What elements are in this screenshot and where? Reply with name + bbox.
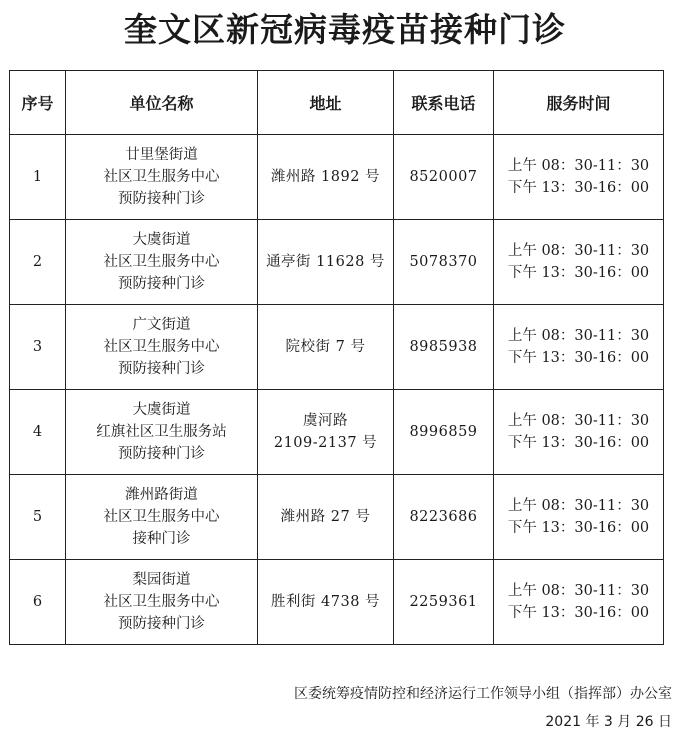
address: [258, 560, 394, 645]
unit-name-line: 潍州路街道: [125, 487, 198, 503]
unit-name-line: 廿里堡街道: [125, 147, 198, 163]
unit-name: [66, 135, 258, 220]
row-index: 1: [10, 135, 66, 220]
unit-name-line: 预防接种门诊: [118, 191, 205, 207]
unit-name-line: 大虞街道: [132, 402, 191, 418]
table-row: [10, 305, 664, 390]
service-hours: [494, 220, 664, 305]
service-hours-line: 上午 08：30-11：30: [507, 328, 650, 344]
service-hours: [494, 305, 664, 390]
address-line: 潍州路 1892 号: [270, 169, 381, 185]
unit-name-line: 社区卫生服务中心: [103, 254, 220, 270]
unit-name-line: 社区卫生服务中心: [103, 169, 220, 185]
address: [258, 305, 394, 390]
unit-name-line: 接种门诊: [132, 531, 191, 547]
issue-date: 2021 年 3 月 26 日: [545, 714, 672, 730]
header-unit-name: 单位名称: [66, 71, 258, 135]
address: [258, 475, 394, 560]
address-line: 虞河路: [303, 413, 348, 429]
service-hours-line: 上午 08：30-11：30: [507, 413, 650, 429]
phone-number: 8520007: [394, 135, 494, 220]
page-title: 奎文区新冠病毒疫苗接种门诊: [124, 10, 566, 49]
unit-name: [66, 390, 258, 475]
table-row: [10, 390, 664, 475]
unit-name-line: 预防接种门诊: [118, 276, 205, 292]
row-index: 2: [10, 220, 66, 305]
table-row: [10, 220, 664, 305]
service-hours: [494, 390, 664, 475]
unit-name-line: 社区卫生服务中心: [103, 594, 220, 610]
header-index: 序号: [10, 71, 66, 135]
service-hours-line: 下午 13：30-16：00: [507, 265, 650, 281]
issuing-organization: 区委统筹疫情防控和经济运行工作领导小组（指挥部）办公室: [294, 686, 672, 702]
header-service-hours: 服务时间: [494, 71, 664, 135]
table-row: [10, 475, 664, 560]
service-hours-line: 下午 13：30-16：00: [507, 520, 650, 536]
unit-name: [66, 560, 258, 645]
header-phone: 联系电话: [394, 71, 494, 135]
service-hours-line: 上午 08：30-11：30: [507, 243, 650, 259]
service-hours-line: 上午 08：30-11：30: [507, 158, 650, 174]
phone-number: 5078370: [394, 220, 494, 305]
unit-name: [66, 475, 258, 560]
address: [258, 135, 394, 220]
unit-name-line: 社区卫生服务中心: [103, 509, 220, 525]
address-line: 2109-2137 号: [273, 435, 378, 451]
phone-number: 8985938: [394, 305, 494, 390]
unit-name-line: 红旗社区卫生服务站: [96, 424, 227, 440]
address-line: 通亭街 11628 号: [266, 254, 385, 270]
table-row: [10, 560, 664, 645]
unit-name-line: 大虞街道: [132, 232, 191, 248]
phone-number: 2259361: [394, 560, 494, 645]
header-address: 地址: [258, 71, 394, 135]
address-line: 胜利街 4738 号: [270, 594, 381, 610]
unit-name-line: 预防接种门诊: [118, 361, 205, 377]
service-hours-line: 下午 13：30-16：00: [507, 180, 650, 196]
service-hours-line: 下午 13：30-16：00: [507, 605, 650, 621]
service-hours-line: 上午 08：30-11：30: [507, 583, 650, 599]
row-index: 6: [10, 560, 66, 645]
unit-name: [66, 305, 258, 390]
unit-name-line: 梨园街道: [132, 572, 191, 588]
unit-name-line: 社区卫生服务中心: [103, 339, 220, 355]
service-hours: [494, 135, 664, 220]
phone-number: 8223686: [394, 475, 494, 560]
address: [258, 390, 394, 475]
row-index: 4: [10, 390, 66, 475]
table-row: [10, 135, 664, 220]
address-line: 潍州路 27 号: [280, 509, 371, 525]
clinic-table: [9, 70, 664, 645]
unit-name-line: 广文街道: [132, 317, 191, 333]
service-hours-line: 上午 08：30-11：30: [507, 498, 650, 514]
service-hours-line: 下午 13：30-16：00: [507, 435, 650, 451]
row-index: 5: [10, 475, 66, 560]
address-line: 院校街 7 号: [285, 339, 366, 355]
row-index: 3: [10, 305, 66, 390]
service-hours: [494, 560, 664, 645]
unit-name-line: 预防接种门诊: [118, 446, 205, 462]
address: [258, 220, 394, 305]
table-header-row: [10, 71, 664, 135]
service-hours: [494, 475, 664, 560]
unit-name: [66, 220, 258, 305]
unit-name-line: 预防接种门诊: [118, 616, 205, 632]
table-body: [10, 135, 664, 645]
service-hours-line: 下午 13：30-16：00: [507, 350, 650, 366]
phone-number: 8996859: [394, 390, 494, 475]
